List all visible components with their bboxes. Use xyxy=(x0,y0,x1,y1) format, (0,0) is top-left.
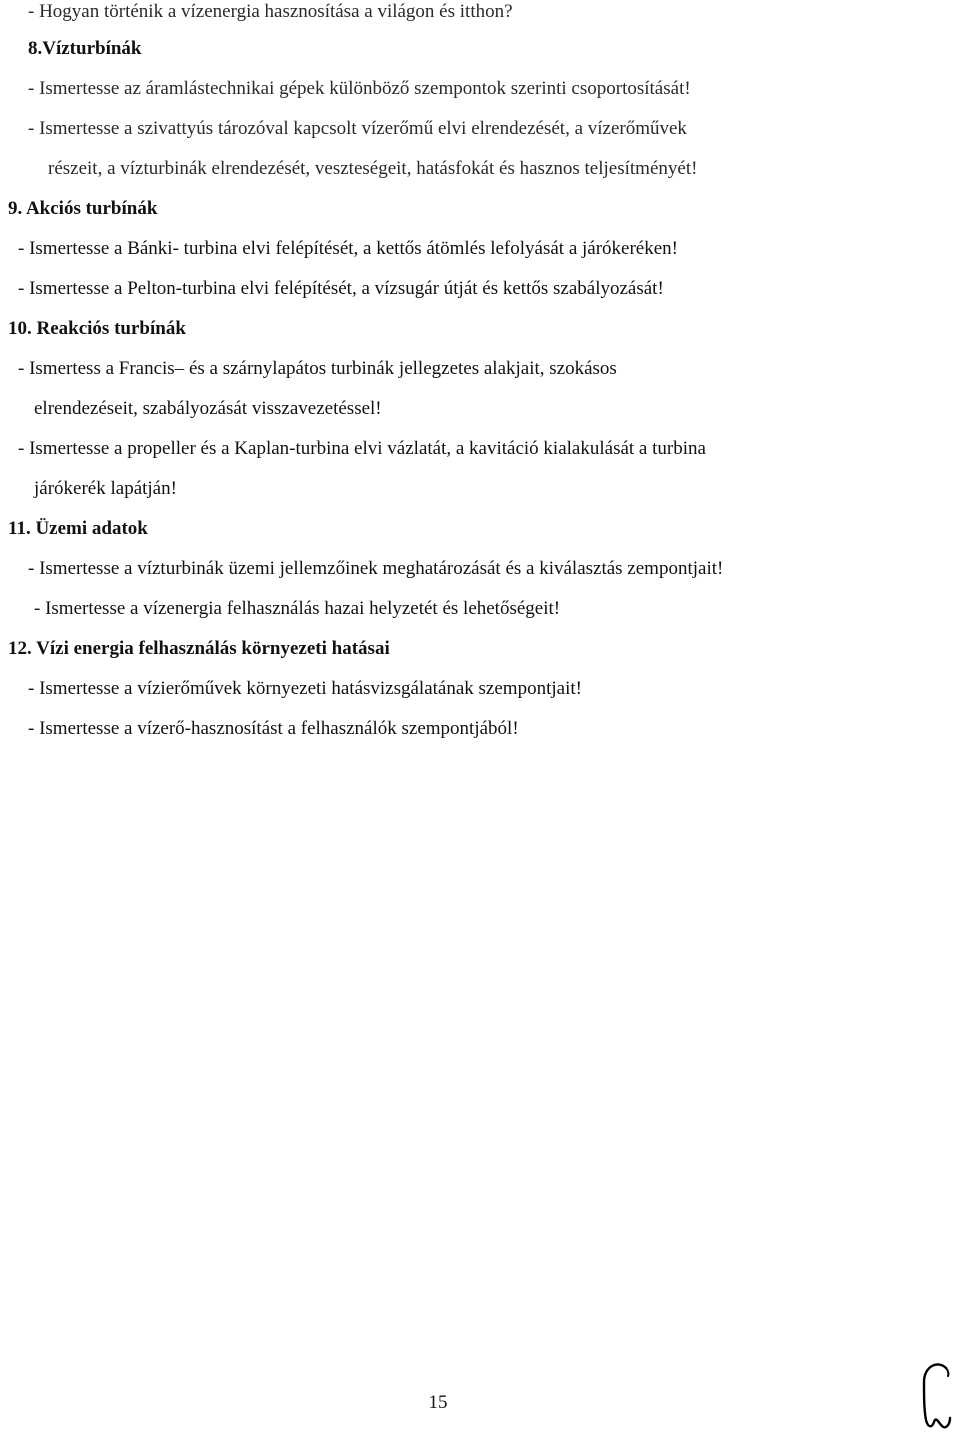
question-line: - Ismertesse a szivattyús tározóval kapcsolt vízerőmű elvi elrendezését, a vízerőművek xyxy=(28,118,687,139)
question-line: - Ismertesse a vízerő-hasznosítást a felhasználók szempontjából! xyxy=(28,718,519,739)
question-line: - Ismertesse a vízierőművek környezeti hatásvizsgálatának szempontjait! xyxy=(28,678,582,699)
page-number: 15 xyxy=(428,1392,448,1413)
question-line-continuation: elrendezéseit, szabályozását visszavezetéssel! xyxy=(34,398,382,419)
question-line-continuation: járókerék lapátján! xyxy=(34,478,177,499)
question-line: - Ismertesse a vízenergia felhasználás hazai helyzetét és lehetőségeit! xyxy=(34,598,561,619)
question-line: - Ismertess a Francis– és a szárnylapátos turbinák jellegzetes alakjait, szokásos xyxy=(18,358,617,379)
question-line: - Ismertesse a vízturbinák üzemi jellemzőinek meghatározását és a kiválasztás zempontjait! xyxy=(28,558,724,579)
question-line: - Ismertesse a propeller és a Kaplan-turbina elvi vázlatát, a kavitáció kialakulását a turbina xyxy=(18,438,706,459)
question-line: - Ismertesse a Bánki- turbina elvi felépítését, a kettős átömlés lefolyását a járókeréken! xyxy=(18,238,678,259)
question-line: - Ismertesse az áramlástechnikai gépek különböző szempontok szerinti csoportosítását! xyxy=(28,78,691,99)
section-heading-9: 9. Akciós turbínák xyxy=(8,198,158,219)
section-heading-12: 12. Vízi energia felhasználás környezeti hatásai xyxy=(8,638,390,659)
section-heading-11: 11. Üzemi adatok xyxy=(8,518,148,539)
handwritten-signature xyxy=(918,1360,954,1432)
question-line: - Hogyan történik a vízenergia hasznosítása a világon és itthon? xyxy=(28,1,513,22)
question-line-continuation: részeit, a vízturbinák elrendezését, veszteségeit, hatásfokát és hasznos teljesítményét! xyxy=(48,158,698,179)
question-line: - Ismertesse a Pelton-turbina elvi felépítését, a vízsugár útját és kettős szabályozását! xyxy=(18,278,664,299)
section-heading-10: 10. Reakciós turbínák xyxy=(8,318,186,339)
section-heading-8: 8.Vízturbínák xyxy=(28,38,142,59)
